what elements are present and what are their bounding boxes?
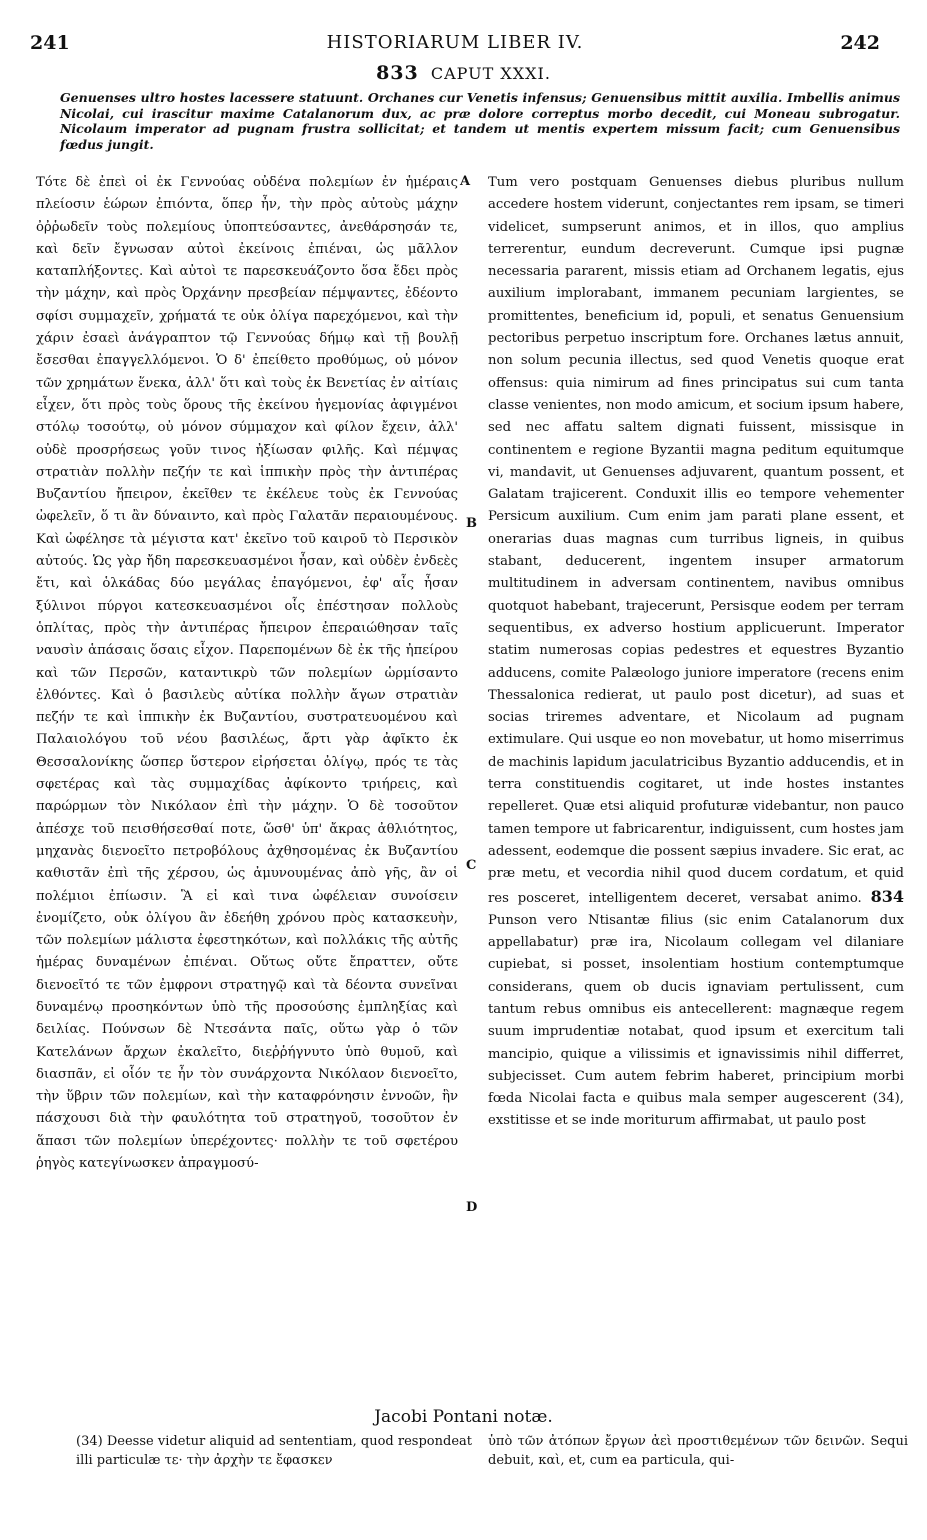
greek-text: Τότε δὲ ἐπεὶ οἱ ἐκ Γεννούας οὐδένα πολεμίων ἐν ἡμέραις πλείοσιν ἑώρων ἐπιόντα, ὅπερ ἦν, τὴν πρὸς αὐτοὺς μάχην ὀῤῥωδεῖν τοὺς πολεμίους ὑποπτεύσαντες, ἀνεθάρσησάν τε, καὶ δεῖν ἔγνωσαν αὐτοὶ ἐκείνοις ἐπιέναι, ὡς μᾶλλον καταπλήξοντες. Καὶ αὐτοὶ τε παρεσκευάζοντο ὅσα ἔδει πρὸς τὴν μάχην, καὶ πρὸς Ὀρχάνην πρεσβείαν πέμψαντες, ἐδέοντο σφίσι συμμαχεῖν, χρήματά τε οὐκ ὀλίγα παρεχόμενοι, καὶ τὴν χάριν ἐσαεὶ ἀνάγραπτον τῷ Γεννούας δήμῳ καὶ τῇ βουλῇ ἔσεσθαι ἐπαγγελλόμενοι. Ὁ δ' ἐπείθετο προθύμως, οὐ μόνον τῶν χρημάτων ἕνεκα, ἀλλ' ὅτι καὶ τοὺς ἐκ Βενετίας ἐν αἰτίαις εἶχεν, ὅτι πρὸς τοὺς ὅρους τῆς ἐκείνου ἡγεμονίας ἀφιγμένοι στόλῳ τοσούτῳ, οὐ μόνον σύμμαχον καὶ φίλον ἔχειν, ἀλλ' οὐδὲ προσρήσεως γοῦν τινος ἠξίωσαν φιλῆς. Καὶ πέμψας στρατιὰν πολλὴν πεζήν τε καὶ ἱππικὴν πρὸς τὴν ἀντιπέρας Βυζαντίου ἤπειρον, ἐκεῖθεν τε ἐκέλευε τοὺς ἐκ Γεννούας ὠφελεῖν, ὅ τι ἂν δύναιντο, καὶ πρὸς Γαλατᾶν περαιουμένους. Καὶ ὠφέλησε τὰ μέγιστα κατ' ἐκεῖνο τοῦ καιροῦ τὸ Περσικὸν αὐτούς. Ὡς γὰρ ἤδη παρεσκευασμένοι ἦσαν, καὶ οὐδὲν ἐνδεὲς ἔτι, καὶ ὁλκάδας δύο μεγάλας ἐπαγόμενοι, ἐφ' αἷς ἦσαν ξύλινοι πύργοι κατεσκευασμένοι οἷς ἐπέστησαν πολλοὺς ὁπλίτας, πρὸς τὴν ἀντιπέρας ἤπειρον ἐπεραιώθησαν ταῖς ναυσὶν ἁπάσαις ὅσαις εἶχον. Παρεπομένων δὲ ἐκ τῆς ἠπείρου καὶ τῶν Περσῶν, καταντικρὺ τῶν πολεμίων ὡρμίσαντο ἐλθόντες. Καὶ ὁ βασιλεὺς αὐτίκα πολλὴν ἄγων στρατιὰν πεζήν τε καὶ ἱππικὴν ἐκ Βυζαντίου, συστρατευομένου καὶ Παλαιολόγου τοῦ νέου βασιλέως, ἄρτι γὰρ ἀφῖκτο ἐκ Θεσσαλονίκης ὥσπερ ὕστερον εἰρήσεται ὀλίγῳ, πρός τε τὰς σφετέρας καὶ τὰς συμμαχίδας ἀφίκοντο τριήρεις, καὶ παρώρμων τὸν Νικόλαον ἐπὶ τὴν μάχην. Ὁ δὲ τοσοῦτον ἀπέσχε τοῦ πεισθήσεσθαί ποτε, ὥσθ' ὑπ' ἄκρας ἀθλιότητος, μηχανὰς διενοεῖτο πετροβόλους ἀχθησομένας ἐκ Βυζαντίου καθιστᾶν ἐπὶ τῆς χέρσου, ὡς ἀμυνουμένας ἀπὸ γῆς, ἂν οἱ πολέμιοι ἐπίωσιν. Ἃ εἰ καὶ τινα ὠφέλειαν συνοίσειν ἐνομίζετο, οὐκ ὀλίγου ἂν ἐδεήθη χρόνου πρὸς κατασκευὴν, τῶν πολεμίων μάλιστα ἐφεστηκότων, καὶ πολλάκις τῆς αὐτῆς ἡμέρας δυναμένων ἐπιέναι. Οὕτως οὔτε ἔπραττεν, οὔτε διενοεῖτό τε τῶν ἐμφρονι στρατηγῷ καὶ τὰ δέοντα συνεῖναι δυναμένῳ προσηκόντων ὑπὸ τῆς προσούσης ἐμπληξίας καὶ δειλίας. Πούνσων δὲ Ντεσάντα παῖς, οὕτω γὰρ ὁ τῶν Κατελάνων ἄρχων ἐκαλεῖτο, διεῤῥήγνυτο ὑπὸ θυμοῦ, καὶ διασπᾶν, εἰ οἷόν τε ἦν τὸν συνάρχοντα Νικόλαον διενοεῖτο, τὴν ὕβριν τῶν πολεμίων, καὶ τὴν καταφρόνησιν ἐννοῶν, ἣν πάσχουσι διὰ τὴν φαυλότητα τοῦ στρατηγοῦ, τοσοῦτον ἐν ἅπασι τῶν πολεμίων ὑπερέχοντες· πολλὴν τε τοῦ σφετέρου ῥηγὸς κατεγίνωσκεν ἀπραγμοσύ- xyxy=(36,175,458,1172)
margin-letter-c: C xyxy=(466,858,477,873)
notes-heading: Jacobi Pontani notæ. xyxy=(374,1407,553,1427)
margin-letter-d: D xyxy=(466,1200,478,1215)
latin-column xyxy=(488,172,904,1133)
marginal-number-834: 834 xyxy=(870,886,904,906)
latin-text-1: Tum vero postquam Genuenses diebus pluribus nullum accedere hostem viderunt, conjectantes rem ipsam, se timeri videlicet, sumpserunt animos, et in illos, quo amplius terrerentur, eundum decreverunt. Cumque ipsi pugnæ necessaria pararent, missis etiam ad Orchanem legatis, ejus auxilium implorabant, immanem pecuniam largientes, se promittentes, beneficium id, populi, et senatus Genuensium pectoribus perpetuo inscriptum fore. Orchanes lætus annuit, non solum pecunia illectus, sed quod Venetis quoque erat offensus: quia nimirum ad fines principatus sui cum tanta classe venientes, non modo amicum, et socium ipsum habere, sed nec affatu saltem dignati fuissent, missisque in continentem e regione Byzantii magna peditum equitumque vi, mandavit, ut Genuenses adjuvarent, quantum possent, et Galatam trajicerent. Conduxit illis eo tempore vehementer Persicum auxilium. Cum enim jam parati plane essent, et onerarias duas magnas cum turribus ligneis, in quibus stabant, deducerent, ingentem insuper armatorum multitudinem in adversam continentem, navibus omnibus quotquot habebant, trajecerunt, Persisque eodem per terram sequentibus, ex adverso hostium applicuerunt. Imperator statim numerosas copias pedestres et equestres Byzantio adducens, comite Palæologo juniore imperatore (recens enim Thessalonica redierat, ut paulo post dicetur), ad suas et socias triremes adventare, et Nicolaum ad pugnam extimulare. Qui usque eo non movebatur, ut homo miserrimus de machinis lapidum jaculatricibus Byzantio adducendis, et in terra constituendis cogitaret, ut inde hostes instantes repelleret. Quæ etsi aliquid profuturæ videbantur, non pauco tamen tempore ut fabricarentur, indiguissent, cum hostes jam adessent, eodemque die possent sæpius invadere. Sic erat, ac præ metu, et vecordia nihil quod ducem cordatum, et quid res posceret, intelligentem deceret, versabat animo. xyxy=(488,175,904,906)
page-number-right: 242 xyxy=(840,32,880,54)
marginal-number: 833 xyxy=(376,62,419,84)
latin-text-2: Punson vero Ntisantæ filius (sic enim Catalanorum dux appellabatur) præ ira, Nicolaum collegam vel dilaniare cupiebat, si posset, insolentiam hostium contemptumque considerans, quem ob ducis ignaviam pertulissent, cum tantum rebus omnibus eis antecellerent: magnæque regem suum imprudentiæ notabat, quod ipsum et exercitum tali mancipio, quique a vilissimis et ignavissimis nihil differret, subjecisset. Cum autem febrim haberet, principium morbi fœda Nicolai facta e quibus mala semper augescerent (34), exstitisse et se inde moriturum affirmabat, ut paulo post xyxy=(488,912,904,1129)
chapter-summary: Genuenses ultro hostes lacessere statuunt. Orchanes cur Venetis infensus; Genuensibus mittit auxilia. Imbellis animus Nicolai, cui irascitur maxime Catalanorum dux, ac præ dolore correptus morbo decedit, cui Moneau subrogatur. Nicolaum imperator ad pugnam frustra sollicitat; et tandem ut mentis expertem missum facit; cum Genuensibus fœdus jungit. xyxy=(60,90,900,152)
running-title: HISTORIARUM LIBER IV. xyxy=(326,32,584,53)
margin-letter-b: B xyxy=(466,516,477,531)
margin-letter-a: A xyxy=(460,174,471,189)
page-header xyxy=(30,32,880,62)
greek-column xyxy=(36,172,458,1175)
page-number-left: 241 xyxy=(30,32,70,54)
chapter-heading xyxy=(0,62,927,84)
footnote-right: ὑπὸ τῶν ἀτόπων ἔργων ἀεὶ προστιθεμένων τῶν δεινῶν. Sequi debuit, καὶ, et, cum ea particula, qui- xyxy=(488,1434,908,1468)
footnote-left: (34) Deesse videtur aliquid ad sententiam, quod respondeat illi particulæ τε· τὴν ἀρχὴν τε ἔφασκεν xyxy=(76,1434,472,1468)
chapter-title: CAPUT XXXI. xyxy=(430,64,551,83)
